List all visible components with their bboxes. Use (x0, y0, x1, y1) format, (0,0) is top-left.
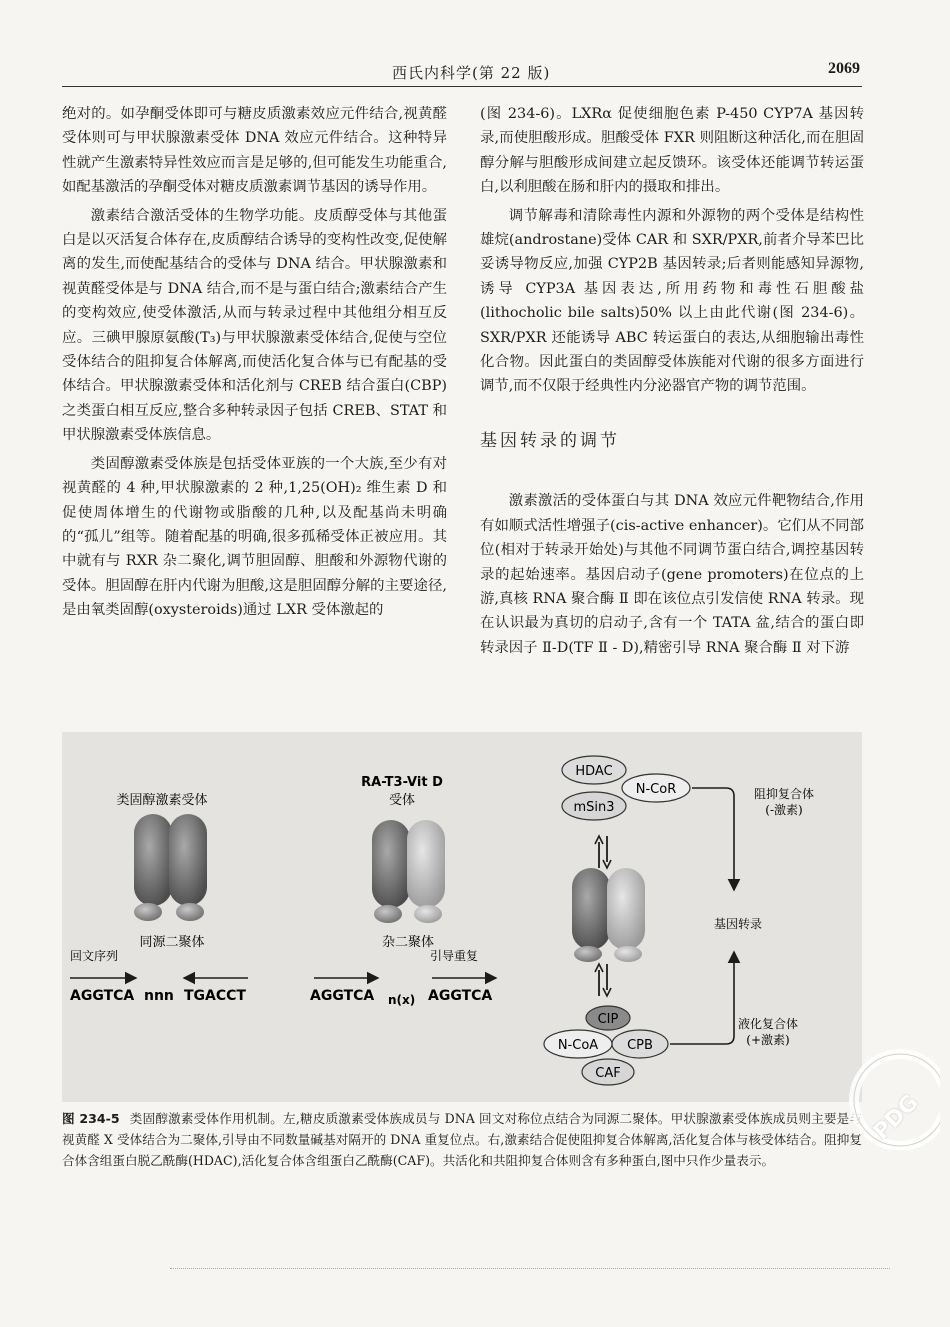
caption-text: 类固醇激素受体作用机制。左,糖皮质激素受体族成员与 DNA 回文对称位点结合为同源二聚体。甲状腺激素受体族成员则主要是与视黄醛 X 受体结合为二聚体,引导由不同数量碱基对隔开的 DNA 重复位点。右,激素结合促使阻抑复合体解离,活化复合体与核受体结合。阻抑复合体含组蛋白脱乙酰酶(HDAC),活化复合体含组蛋白乙酰酶(CAF)。共活化和共阻抑复合体则含有多种蛋白,图中只作少量表示。 (62, 1111, 862, 1168)
palindrome-seq-1: AGGTCA (70, 988, 135, 1004)
receptor-diagram (62, 732, 862, 1102)
homodimer-label: 同源二聚体 (139, 935, 205, 950)
hdac-label: HDAC (575, 764, 613, 779)
middle-label-2: 受体 (388, 793, 416, 808)
paragraph: 类固醇激素受体族是包括受体亚族的一个大族,至少有对视黄醛的 4 种,甲状腺激素的 2 种,1,25(OH)₂ 维生素 D 和促使周体增生的代谢物或脂酸的几种,以及配基尚未明确的“孤儿”组等。随着配基的明确,很多孤稀受体正被应用。其中就有与 RXR 杂二聚化,调节胆固醇、胆酸和外源物代谢的受体。胆固醇在肝内代谢为胆酸,这是胆固醇分解的主要途径,是由氧类固醇(oxysteroids)通过 LXR 受体激起的 (62, 455, 447, 619)
activator-complex (544, 1006, 668, 1085)
middle-label-1: RA-T3-Vit D (361, 775, 443, 790)
right-column (480, 102, 864, 660)
figure-number: 图 234-5 (62, 1111, 120, 1126)
receptor-dimer-icon (572, 868, 645, 962)
repression-arrow-icon (692, 788, 734, 890)
palindrome-label: 回文序列 (70, 949, 119, 963)
repeat-seq-3: AGGTCA (428, 988, 493, 1004)
repeat-seq-2: n(x) (388, 993, 416, 1007)
scan-artifact (170, 1268, 890, 1275)
left-column (62, 102, 447, 623)
caf-label: CAF (595, 1066, 621, 1081)
repressor-label-1: 阻抑复合体 (753, 787, 815, 801)
repressor-complex (562, 756, 690, 820)
watermark-text: PDG (868, 1090, 924, 1145)
repeat-seq-1: AGGTCA (310, 988, 375, 1004)
repressor-label-2: (-激素) (765, 803, 803, 817)
equilibrium-arrows-icon (595, 836, 611, 868)
heterodimer-label: 杂二聚体 (381, 935, 435, 950)
ncoa-label: N-CoA (557, 1038, 599, 1053)
heterodimer-icon (372, 820, 445, 923)
paragraph: 激素激活的受体蛋白与其 DNA 效应元件靶物结合,作用有如顺式活性增强子(cis-active enhancer)。它们从不同部位(相对于转录开始处)与其他不同调节蛋白结合,调控基因转录的起始速率。基因启动子(gene promoters)在位点的上游,真核 RNA 聚合酶 Ⅱ 即在该位点引发信使 RNA 转录。现在认识最为真切的启动子,含有一个 TATA 盆,结合的蛋白即转录因子 Ⅱ-D(TF Ⅱ - D),精密引导 RNA 聚合酶 Ⅱ 对下游 (480, 493, 864, 656)
activator-label-1: 液化复合体 (737, 1017, 799, 1031)
cip-label: CIP (597, 1012, 619, 1027)
figure-caption (62, 1108, 862, 1171)
paragraph: 激素结合激活受体的生物学功能。皮质醇受体与其他蛋白是以灭活复合体存在,皮质醇结合诱导的变构性改变,促使解离的发生,而使配基结合的受体与 DNA 结合。甲状腺激素和视黄醛受体是与 DNA 结合,而不是与蛋白结合;激素结合产生的变构效应,使受体激活,从而与转录过程中其他组分相互反应。三碘甲腺原氨酸(T₃)与甲状腺激素受体结合,促使与空位受体结合的阻抑复合体解离,而使活化复合体与已有配基的受体结合。甲状腺激素受体和活化剂与 CREB 结合蛋白(CBP)之类蛋白相互反应,整合多种转录因子包括 CREB、STAT 和甲状腺激素受体族信息。 (62, 207, 447, 444)
palindrome-seq-2: nnn (144, 988, 174, 1004)
running-header (62, 58, 862, 87)
palindrome-seq-3: TGACCT (184, 988, 246, 1004)
page-number: 2069 (828, 60, 860, 77)
paragraph: 调节解毒和清除毒性内源和外源物的两个受体是结构性雄烷(androstane)受体 CAR 和 SXR/PXR,前者介导苯巴比妥诱导物反应,加强 CYP2B 基因转录;后者则能感知异源物,诱导 CYP3A 基因表达,所用药物和毒性石胆酸盐(lithocholic bile salts)50% 以上由此代谢(图 234-6)。SXR/PXR 还能诱导 ABC 转运蛋白的表达,从细胞输出毒性化合物。因此蛋白的类固醇受体族能对代谢的很多方面进行调节,而不仅限于经典性内分泌器官产物的调节范围。 (480, 207, 864, 395)
ncor-label: N-CoR (635, 782, 677, 797)
paragraph: (图 234-6)。LXRα 促使细胞色素 P-450 CYP7A 基因转录,而使胆酸形成。胆酸受体 FXR 则阻断这种活化,而在胆固醇分解与胆酸形成间建立起反馈环。该受体还能调节转运蛋白,以利胆酸在肠和肝内的摄取和排出。 (480, 106, 864, 196)
gene-transcription-label: 基因转录 (713, 917, 763, 931)
homodimer-icon (134, 814, 207, 921)
equilibrium-arrows-icon (595, 964, 611, 996)
book-title: 西氏内科学(第 22 版) (392, 64, 551, 82)
msin3-label: mSin3 (573, 800, 615, 815)
section-heading: 基因转录的调节 (480, 430, 620, 451)
cpb-label: CPB (627, 1038, 653, 1053)
activator-label-2: (+激素) (746, 1033, 790, 1047)
direct-repeat-label: 引导重复 (430, 949, 479, 963)
paragraph: 绝对的。如孕酮受体即可与糖皮质激素效应元件结合,视黄醛受体则可与甲状腺激素受体 DNA 效应元件结合。这种特异性就产生激素特异性效应而言是足够的,但可能发生功能重合,如配基激活的孕酮受体对糖皮质激素调节基因的诱导作用。 (62, 106, 447, 196)
left-label: 类固醇激素受体 (116, 793, 208, 808)
activation-arrow-icon (670, 952, 734, 1044)
figure-234-5 (62, 732, 862, 1102)
